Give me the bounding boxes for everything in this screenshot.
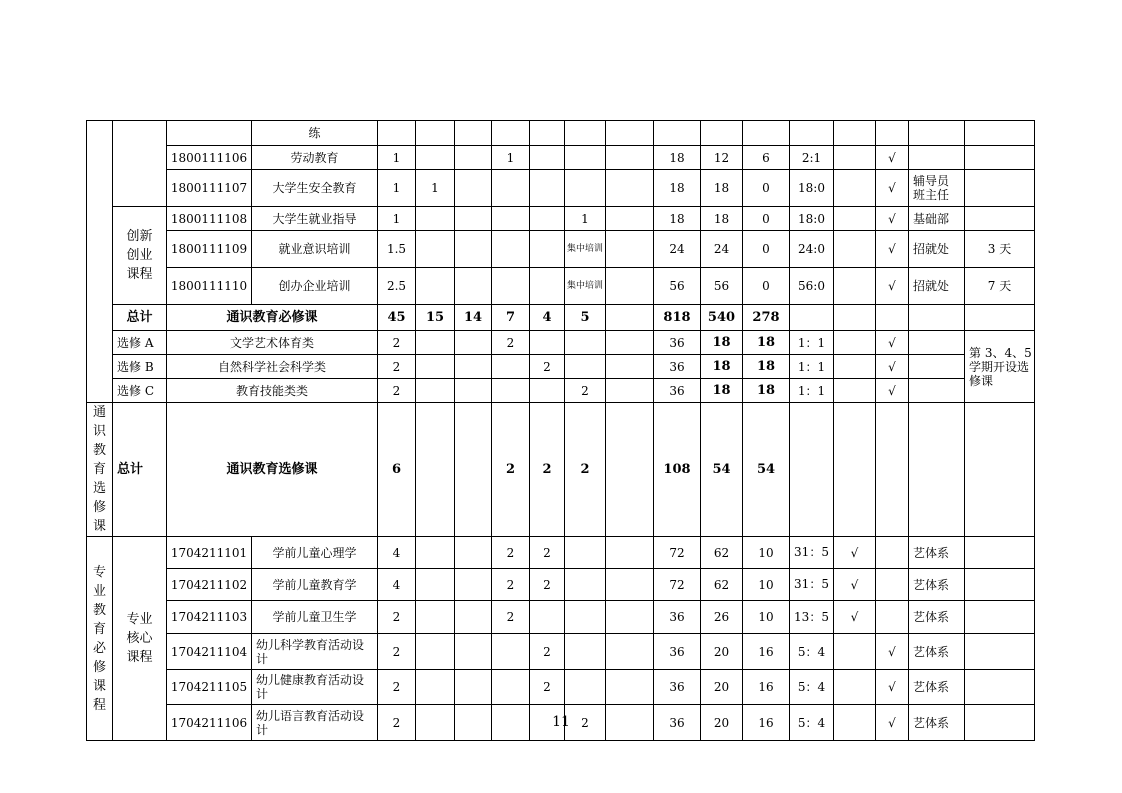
ratio: 24:0 <box>790 231 834 268</box>
table-row: 选修 C 教育技能类类 2 2 36 18 18 1：1 √ <box>87 379 1035 403</box>
course-name: 文学艺术体育类 <box>167 331 378 355</box>
course-name: 自然科学社会科学类 <box>167 355 378 379</box>
credit: 2 <box>378 379 416 403</box>
theory-hours: 540 <box>701 305 743 331</box>
gen-elective-category: 通识教育选修课 <box>87 403 113 537</box>
exam-mark: √ <box>834 569 876 601</box>
check-mark: √ <box>876 705 909 741</box>
total-name: 通识教育选修课 <box>167 403 378 537</box>
check-mark <box>876 537 909 569</box>
course-name: 学前儿童心理学 <box>252 537 378 569</box>
practice-hours: 10 <box>743 601 790 634</box>
category-cell-empty <box>87 121 113 403</box>
total-credit: 6 <box>378 403 416 537</box>
theory-hours: 18 <box>701 170 743 207</box>
course-code <box>167 121 252 146</box>
course-name: 幼儿科学教育活动设计 <box>252 634 378 670</box>
course-name: 大学生安全教育 <box>252 170 378 207</box>
credit: 2 <box>378 355 416 379</box>
course-name: 幼儿健康教育活动设计 <box>252 670 378 705</box>
department: 招就处 <box>909 231 965 268</box>
exam-mark <box>834 170 876 207</box>
course-name: 教育技能类类 <box>167 379 378 403</box>
credit: 4 <box>378 537 416 569</box>
table-row: 选修 B 自然科学社会科学类 2 2 36 18 18 1：1 √ <box>87 355 1035 379</box>
course-code: 1800111107 <box>167 170 252 207</box>
course-code: 1800111106 <box>167 146 252 170</box>
course-code: 1800111108 <box>167 207 252 231</box>
major-required-category: 专业教育必修课程 <box>87 537 113 741</box>
credit: 1 <box>378 170 416 207</box>
innovation-category: 创新创业课程 <box>113 207 167 305</box>
ratio: 18:0 <box>790 170 834 207</box>
exam-mark <box>834 670 876 705</box>
total-hours: 36 <box>654 705 701 741</box>
total-hours: 18 <box>654 146 701 170</box>
practice-hours: 54 <box>743 403 790 537</box>
theory-hours: 20 <box>701 634 743 670</box>
practice-hours: 0 <box>743 207 790 231</box>
total-hours: 36 <box>654 355 701 379</box>
theory-hours: 18 <box>701 355 743 379</box>
ratio: 13：5 <box>790 601 834 634</box>
total-hours: 36 <box>654 601 701 634</box>
theory-hours: 24 <box>701 231 743 268</box>
department: 艺体系 <box>909 670 965 705</box>
exam-mark <box>834 268 876 305</box>
practice-hours: 16 <box>743 705 790 741</box>
practice-hours: 278 <box>743 305 790 331</box>
total-hours: 72 <box>654 569 701 601</box>
table-row <box>87 268 1035 305</box>
credit: 2 <box>378 634 416 670</box>
ratio: 5：4 <box>790 634 834 670</box>
total-hours: 18 <box>654 207 701 231</box>
practice-hours: 0 <box>743 170 790 207</box>
exam-mark <box>834 207 876 231</box>
ratio: 1：1 <box>790 379 834 403</box>
total-hours: 36 <box>654 670 701 705</box>
total-hours: 24 <box>654 231 701 268</box>
course-code: 1800111110 <box>167 268 252 305</box>
check-mark: √ <box>876 355 909 379</box>
check-mark: √ <box>876 670 909 705</box>
check-mark: √ <box>876 331 909 355</box>
department: 招就处 <box>909 268 965 305</box>
check-mark <box>876 601 909 634</box>
practice-hours: 16 <box>743 634 790 670</box>
credit: 1 <box>378 207 416 231</box>
course-code: 1704211106 <box>167 705 252 741</box>
practice-hours: 18 <box>743 379 790 403</box>
check-mark: √ <box>876 170 909 207</box>
table-row <box>87 121 1035 146</box>
credit: 2 <box>378 705 416 741</box>
practice-hours: 18 <box>743 331 790 355</box>
course-name: 学前儿童卫生学 <box>252 601 378 634</box>
credit: 1 <box>378 146 416 170</box>
course-code: 1800111109 <box>167 231 252 268</box>
ratio: 56:0 <box>790 268 834 305</box>
practice-hours: 6 <box>743 146 790 170</box>
curriculum-table <box>86 120 1035 741</box>
exam-mark <box>834 634 876 670</box>
table-row: 1800111106 劳动教育 1 1 18 12 6 2:1 √ <box>87 146 1035 170</box>
exam-mark <box>834 146 876 170</box>
credit: 2 <box>378 670 416 705</box>
note <box>965 146 1035 170</box>
total-hours: 36 <box>654 379 701 403</box>
table-row: 专业教育必修课程 专业核心课程 1704211101 学前儿童心理学 4 2 2 72 62 10 31：5 √ 艺体系 <box>87 537 1035 569</box>
theory-hours: 62 <box>701 537 743 569</box>
exam-mark <box>834 231 876 268</box>
department: 艺体系 <box>909 634 965 670</box>
practice-hours: 0 <box>743 231 790 268</box>
department: 艺体系 <box>909 537 965 569</box>
theory-hours: 26 <box>701 601 743 634</box>
practice-hours: 0 <box>743 268 790 305</box>
department: 艺体系 <box>909 601 965 634</box>
ratio: 1：1 <box>790 331 834 355</box>
elective-code: 选修 A <box>113 331 167 355</box>
total-hours: 72 <box>654 537 701 569</box>
table-row: 创新创业课程 1800111108 大学生就业指导 1 1 18 18 0 18:0 √ 基础部 <box>87 207 1035 231</box>
total-hours: 818 <box>654 305 701 331</box>
practice-hours: 10 <box>743 537 790 569</box>
ratio: 18:0 <box>790 207 834 231</box>
note <box>965 207 1035 231</box>
ratio: 5：4 <box>790 670 834 705</box>
credit: 2 <box>378 601 416 634</box>
elective-code: 选修 C <box>113 379 167 403</box>
table-row: 1704211104 幼儿科学教育活动设计 2 2 36 20 16 5：4 √ 艺体系 <box>87 634 1035 670</box>
course-code: 1704211104 <box>167 634 252 670</box>
table-row: 1704211103 学前儿童卫生学 2 2 36 26 10 13：5 √ 艺体系 <box>87 601 1035 634</box>
practice-hours: 10 <box>743 569 790 601</box>
table-row: 1704211106 幼儿语言教育活动设计 2 2 36 20 16 5：4 √ 艺体系 <box>87 705 1035 741</box>
exam-mark: √ <box>834 601 876 634</box>
check-mark: √ <box>876 207 909 231</box>
department: 艺体系 <box>909 569 965 601</box>
theory-hours: 56 <box>701 268 743 305</box>
theory-hours: 18 <box>701 207 743 231</box>
total-name: 通识教育必修课 <box>167 305 378 331</box>
check-mark: √ <box>876 231 909 268</box>
ratio: 5：4 <box>790 705 834 741</box>
practice-hours: 16 <box>743 670 790 705</box>
course-name: 幼儿语言教育活动设计 <box>252 705 378 741</box>
check-mark: √ <box>876 634 909 670</box>
note: 7 天 <box>965 268 1035 305</box>
course-name: 创办企业培训 <box>252 268 378 305</box>
course-code: 1704211103 <box>167 601 252 634</box>
theory-hours: 12 <box>701 146 743 170</box>
total-row-required: 总计 通识教育必修课 45 15 14 7 4 5 818 540 278 <box>87 305 1035 331</box>
department: 艺体系 <box>909 705 965 741</box>
total-hours: 36 <box>654 634 701 670</box>
course-name: 学前儿童教育学 <box>252 569 378 601</box>
page-number: 11 <box>552 714 570 730</box>
table-row: 1704211105 幼儿健康教育活动设计 2 2 36 20 16 5：4 √ 艺体系 <box>87 670 1035 705</box>
department <box>909 146 965 170</box>
table-row: 1800111107 大学生安全教育 1 1 18 18 0 18:0 √ 辅导员 班主任 <box>87 170 1035 207</box>
total-hours: 18 <box>654 170 701 207</box>
ratio: 31：5 <box>790 569 834 601</box>
total-hours: 108 <box>654 403 701 537</box>
elective-code: 选修 B <box>113 355 167 379</box>
check-mark: √ <box>876 146 909 170</box>
theory-hours: 18 <box>701 379 743 403</box>
note <box>965 170 1035 207</box>
department: 辅导员 班主任 <box>909 170 965 207</box>
theory-hours: 62 <box>701 569 743 601</box>
check-mark: √ <box>876 268 909 305</box>
major-core-category: 专业核心课程 <box>113 537 167 741</box>
theory-hours: 54 <box>701 403 743 537</box>
course-name: 劳动教育 <box>252 146 378 170</box>
ratio: 31：5 <box>790 537 834 569</box>
elective-note: 第 3、4、5 学期开设选修课 <box>965 331 1035 403</box>
total-label: 总计 <box>113 403 167 537</box>
total-row-elective: 通识教育选修课 总计 通识教育选修课 6 2 2 2 108 54 54 <box>87 403 1035 537</box>
theory-hours: 18 <box>701 331 743 355</box>
course-code: 1704211102 <box>167 569 252 601</box>
practice-hours: 18 <box>743 355 790 379</box>
course-name: 就业意识培训 <box>252 231 378 268</box>
credit: 2.5 <box>378 268 416 305</box>
table-row: 选修 A 文学艺术体育类 2 2 36 18 18 1：1 √ 第 3、4、5 学期开设选修课 <box>87 331 1035 355</box>
concentrated-training: 集中培训 <box>565 231 606 268</box>
ratio: 1：1 <box>790 355 834 379</box>
table-row: 1704211102 学前儿童教育学 4 2 2 72 62 10 31：5 √ 艺体系 <box>87 569 1035 601</box>
course-name: 大学生就业指导 <box>252 207 378 231</box>
concentrated-training: 集中培训 <box>565 268 606 305</box>
credit: 4 <box>378 569 416 601</box>
ratio: 2:1 <box>790 146 834 170</box>
credit: 2 <box>378 331 416 355</box>
course-code: 1704211105 <box>167 670 252 705</box>
check-mark <box>876 569 909 601</box>
note: 3 天 <box>965 231 1035 268</box>
course-code: 1704211101 <box>167 537 252 569</box>
theory-hours: 20 <box>701 705 743 741</box>
department: 基础部 <box>909 207 965 231</box>
total-hours: 56 <box>654 268 701 305</box>
exam-mark: √ <box>834 537 876 569</box>
total-label: 总计 <box>113 305 167 331</box>
total-hours: 36 <box>654 331 701 355</box>
table-row <box>87 231 1035 268</box>
course-name: 练 <box>252 121 378 146</box>
total-credit: 45 <box>378 305 416 331</box>
theory-hours: 20 <box>701 670 743 705</box>
check-mark: √ <box>876 379 909 403</box>
subcategory-cell-empty <box>113 121 167 207</box>
credit: 1.5 <box>378 231 416 268</box>
